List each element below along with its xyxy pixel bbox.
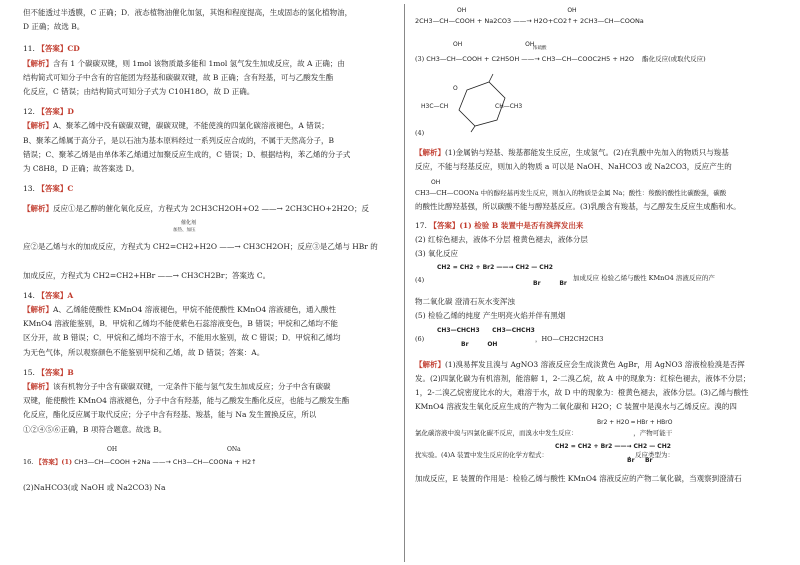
reaction-equation: CH3—CH—COOH +2Na ——→ CH3—CH—COONa + H2↑	[74, 457, 257, 466]
explanation-line: 【解析】含有 1 个碳碳双键，则 1mol 该物质最多能和 1mol 氢气发生加成反应，故 A 正确；由	[23, 58, 345, 68]
answer-line: (3) 氧化反应	[415, 248, 459, 258]
sodium-oxide-label: ONa	[227, 445, 241, 453]
explanation-line: 的酸性比醇羟基强，所以碳酸不能与醇羟基反应。(3)乳酸含有羧基，与乙醇发生反应生成酯和水。	[415, 202, 741, 212]
reaction-1	[415, 0, 783, 30]
explanation-line: 氯化碳溶液中溴与四氯化碳不反应，而溴水中发生反应： ，产物可能干	[415, 429, 673, 438]
q17-answer-line	[415, 219, 783, 233]
hydroxyl-labels: OH OH	[453, 41, 535, 48]
q16-reaction	[23, 441, 395, 473]
explanation-line: 【解析】反应①是乙醇的催化氧化反应，方程式为 2CH3CH2OH+O2 ——→ 2CH3CHO+2H2O；反	[23, 204, 369, 214]
isomer-structures: CH3—CHCH3 CH3—CHCH3	[437, 326, 535, 334]
question-part-label: (3)	[415, 55, 425, 63]
explanation-line: 结构简式可知分子中含有的官能团为羟基和碳碳双键，故 B 正确；含有羟基，可与乙酸发生酯	[23, 72, 334, 82]
right-column	[415, 0, 783, 486]
question-part-label: (6)	[415, 334, 425, 343]
explanation-line: 应②是乙烯与水的加成反应，方程式为 CH2=CH2+H2O ——→ CH3CH2OH；反应③是乙烯与 HBr 的	[23, 242, 378, 252]
explanation-label: 【解析】	[23, 58, 53, 68]
explanation-line: 反应，不能与羟基反应，则加入的物质 a 可以是 NaOH、NaHCO3 或 Na2CO3，反应产生的	[415, 162, 732, 172]
hydroxyl-label: OH	[431, 179, 441, 187]
hydroxyl-labels: OH OH	[457, 7, 577, 14]
q17-equation-4	[415, 261, 783, 295]
answer-label: 【答案】(1) 检验 B 装置中是否有溴挥发出来	[429, 220, 584, 230]
q13-answer-line	[23, 182, 395, 196]
explanation-line: 【解析】(1)溴易挥发且溴与 AgNO3 溶液反应会生成淡黄色 AgBr，用 AgNO3 溶液检验溴是否挥	[415, 359, 745, 369]
reaction-equation: CH2 = CH2 + Br2 ——→ CH2 — CH2	[555, 443, 671, 451]
explanation-line: 化反应，C 错误；由结构简式可知分子式为 C10H18O，故 D 正确。	[23, 86, 255, 96]
explanation-line: 扰实验。(4)A 装置中发生反应的化学方程式： ，反应类型为：	[415, 451, 675, 460]
explanation-line: 区分开，故 B 错误；C．甲烷和乙烯均不溶于水，不能用水鉴别，故 C 错误；D．甲烷和乙烯均	[23, 333, 341, 343]
q11-answer-line	[23, 42, 395, 56]
isomer-structure: ，HO—CH2CH2CH3	[535, 334, 604, 343]
column-divider	[404, 4, 405, 562]
explanation-line: 为 C8H8，D 正确；故答案选 D。	[23, 163, 140, 173]
question-number: 12.	[23, 107, 35, 117]
explanation-line: 加成反应，E 装置的作用是：检验乙烯与酸性 KMnO4 溶液反应的产物二氧化碳，当观察到澄清石	[415, 474, 742, 484]
q12-answer-line	[23, 105, 395, 119]
catalyst-label: 催化剂	[181, 220, 197, 227]
bromine-labels: Br Br	[627, 457, 653, 465]
explanation-equation-line	[415, 414, 783, 440]
q17-isomers	[415, 324, 783, 354]
methyl-group-label: CH—CH3	[495, 103, 523, 110]
oxygen-label: O	[453, 85, 458, 92]
answer-label: 【答案】B	[37, 367, 74, 377]
explanation-equation-line	[415, 440, 783, 472]
explanation-label: 【解析】	[415, 148, 445, 157]
explanation-label: 【解析】	[23, 305, 53, 314]
text-line: (2)NaHCO3(或 NaOH 或 Na2CO3) Na	[23, 482, 166, 492]
explanation-line: 错误；C、聚苯乙烯是由单体苯乙烯通过加聚反应生成的，C 错误；D、根据结构，苯乙烯的分子式	[23, 149, 351, 159]
explanation-line: 【解析】A、乙烯能使酸性 KMnO4 溶液褪色，甲烷不能使酸性 KMnO4 溶液褪色，通入酸性	[23, 305, 337, 314]
text-line: D 正确；故选 B。	[23, 22, 85, 32]
explanation-line: KMnO4 溶液能鉴别，B．甲烷和乙烯均不能使紫色石蕊溶液变色，B 错误；甲烷和乙烯均不能	[23, 319, 338, 329]
question-number: 16.	[23, 457, 34, 466]
explanation-line: 为无色气体，所以观察颜色不能鉴别甲烷和乙烯，故 D 错误；答案：A。	[23, 347, 265, 357]
condition-label: 浓硫酸	[533, 46, 547, 51]
explanation-line: 发。(2)四氯化碳为有机溶剂，能溶解 1，2-二溴乙烷，故 A 中的现象为：红棕色褪去，液体不分层；	[415, 373, 751, 383]
reaction-equation: 2CH3—CH—COOH + Na2CO3 ——→ H2O+CO2↑+ 2CH3—CH—COONa	[415, 17, 644, 25]
explanation-line: 加成反应，方程式为 CH2=CH2+HBr ——→ CH3CH2Br；答案选 C。	[23, 270, 271, 280]
answer-label: 【答案】C	[37, 184, 74, 194]
reaction-equation: CH2 = CH2 + Br2 ——→ CH2 — CH2	[437, 264, 553, 272]
left-column	[23, 0, 395, 495]
answer-label: 【答案】CD	[37, 44, 80, 54]
answer-line: 物二氧化碳 澄清石灰水变浑浊	[415, 297, 515, 307]
explanation-line: B、聚苯乙烯属于高分子，是以石油为基本原料经过一系列反应合成的，不属于天然高分子，B	[23, 135, 335, 145]
question-number: 13.	[23, 184, 35, 194]
hydroxyl-label: OH	[107, 445, 118, 453]
q14-answer-line	[23, 289, 395, 303]
answer-line: (2) 红棕色褪去，液体不分层 橙黄色褪去，液体分层	[415, 234, 588, 244]
question-part-label: (4)	[415, 129, 425, 137]
explanation-label: 【解析】	[23, 121, 53, 131]
answer-label: 【答案】D	[37, 107, 74, 117]
answer-label: 【答案】(1)	[35, 457, 73, 466]
explanation-line: 化反应，酯化反应属于取代反应；分子中含有羟基、羧基，能与 Na 发生置换反应，所以	[23, 410, 317, 420]
explanation-line: 双键，能使酸性 KMnO4 溶液褪色，分子中含有羟基，能与乙酸发生酯化反应，也能与乙酸发生酯	[23, 396, 350, 406]
question-number: 17.	[415, 220, 427, 230]
bromine-labels: Br Br	[533, 280, 567, 288]
explanation-label: 【解析】	[415, 359, 445, 369]
text-line: 但不能透过半透膜，C 正确；D．液态植物油催化加氢，其饱和程度提高，生成固态的氢化植物油，	[23, 8, 353, 17]
explanation-line: KMnO4 溶液发生氧化反应生成的产物为二氧化碳和 H2O；C 装置中是溴水与乙烯反应。溴的四	[415, 402, 737, 412]
reaction-condition	[23, 216, 395, 240]
question-number: 14.	[23, 290, 35, 300]
explanation-line: 【解析】该有机物分子中含有碳碳双键，一定条件下能与氢气发生加成反应；分子中含有碳碳	[23, 381, 331, 391]
q15-answer-line	[23, 366, 395, 380]
answer-line: (5) 检验乙烯的纯度 产生明亮火焰并伴有黑烟	[415, 311, 566, 321]
methyl-group-label: H3C—CH	[421, 103, 449, 110]
explanation-label: 【解析】	[23, 204, 53, 214]
question-number: 11.	[23, 44, 35, 54]
reaction-2	[415, 30, 783, 68]
reaction-type: 加成反应 检验乙烯与酸性 KMnO4 溶液反应的产	[573, 274, 715, 283]
lactide-structure	[415, 68, 783, 140]
reaction-equation: Br2 + H2O ═ HBr + HBrO	[597, 419, 673, 427]
explanation-structure-line	[415, 174, 783, 200]
condition-label: 加热、加压	[173, 228, 196, 234]
explanation-line: 【解析】A、聚苯乙烯中没有碳碳双键，碳碳双键，不能使溴的四氯化碳溶液褪色，A 错误；	[23, 121, 329, 131]
substituent-labels: Br OH	[461, 340, 498, 348]
explanation-line: 1，2-二溴乙烷密度比水的大，难溶于水，故 D 中的现象为：橙黄色褪去，液体分层。(3)乙烯与酸性	[415, 387, 749, 397]
question-number: 15.	[23, 367, 35, 377]
reaction-type: 酯化反应(或取代反应)	[642, 55, 706, 63]
explanation-line: 【解析】(1)金属钠与羟基、羧基都能发生反应，生成氢气。(2)在乳酸中先加入的物质只与羧基	[415, 148, 729, 157]
explanation-line: CH3—CH—COONa 中的醇羟基再发生反应，则加入的物质是金属 Na；酸性：羧酸的酸性比碳酸强，碳酸	[415, 189, 727, 198]
question-part-label: (4)	[415, 276, 425, 285]
reaction-equation: CH3—CH—COOH + C2H5OH ——→ CH3—CH—COOC2H5 + H2O	[426, 55, 634, 63]
explanation-line: ①②④⑤⑥正确，B 项符合题意。故选 B。	[23, 424, 167, 434]
answer-label: 【答案】A	[37, 290, 74, 300]
explanation-label: 【解析】	[23, 381, 53, 391]
